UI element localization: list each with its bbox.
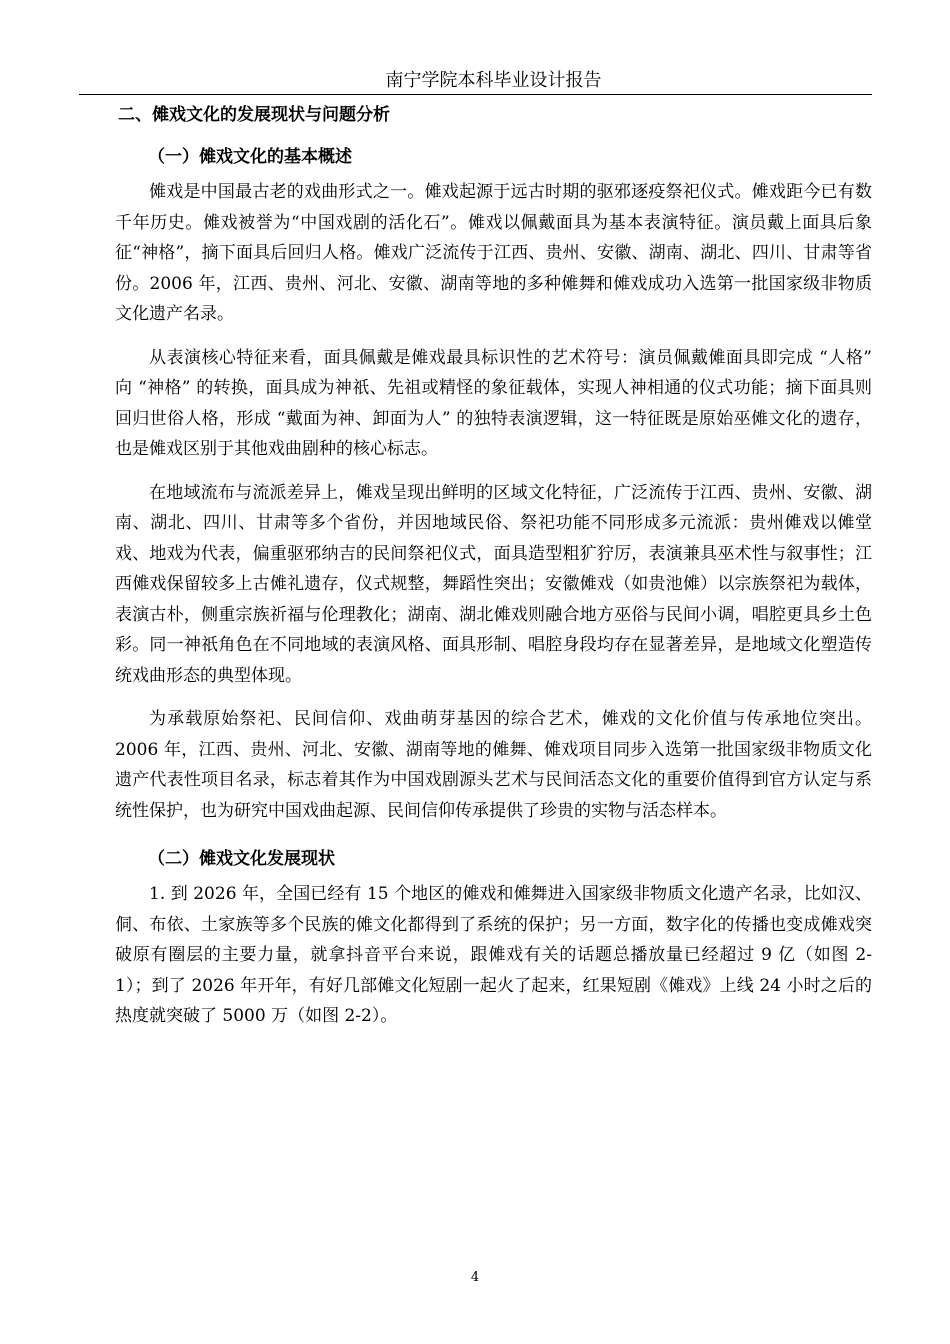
subsection-heading-2: （二）傩戏文化发展现状 [148, 849, 335, 869]
paragraph-3: 在地域流布与流派差异上，傩戏呈现出鲜明的区域文化特征，广泛流传于江西、贵州、安徽、湖南、湖北、四川、甘肃等多个省份，并因地域民俗、祭祀功能不同形成多元流派：贵州傩戏以傩堂戏、地戏为代表，偏重驱邪纳吉的民间祭祀仪式，面具造型粗犷狞厉，表演兼具巫术性与叙事性；江西傩戏保留较多上古傩礼遗存，仪式规整，舞蹈性突出；安徽傩戏（如贵池傩）以宗族祭祀为载体，表演古朴，侧重宗族祈福与伦理教化；湖南、湖北傩戏则融合地方巫俗与民间小调，唱腔更具乡土色彩。同一神祇角色在不同地域的表演风格、面具形制、唱腔身段均存在显著差异，是地域文化塑造传统戏曲形态的典型体现。 [115, 482, 872, 686]
paragraph-1: 傩戏是中国最古老的戏曲形式之一。傩戏起源于远古时期的驱邪逐疫祭祀仪式。傩戏距今已有数千年历史。傩戏被誉为“中国戏剧的活化石”。傩戏以佩戴面具为基本表演特征。演员戴上面具后象征“神格”，摘下面具后回归人格。傩戏广泛流传于江西、贵州、安徽、湖南、湖北、四川、甘肃等省份。2006 年，江西、贵州、河北、安徽、湖南等地的多种傩舞和傩戏成功入选第一批国家级非物质文化遗产名录。 [115, 182, 872, 324]
page-number: 4 [470, 1270, 480, 1285]
subsection-heading-1: （一）傩戏文化的基本概述 [148, 147, 352, 167]
paragraph-4: 为承载原始祭祀、民间信仰、戏曲萌芽基因的综合艺术，傩戏的文化价值与传承地位突出。2006 年，江西、贵州、河北、安徽、湖南等地的傩舞、傩戏项目同步入选第一批国家级非物质文化遗产代表性项目名录，标志着其作为中国戏剧源头艺术与民间活态文化的重要价值得到官方认定与系统性保护，也为研究中国戏曲起源、民间信仰传承提供了珍贵的实物与活态样本。 [115, 709, 872, 821]
running-header: 南宁学院本科毕业设计报告 [385, 70, 602, 91]
paragraph-2: 从表演核心特征来看，面具佩戴是傩戏最具标识性的艺术符号：演员佩戴傩面具即完成 “人格” 向 “神格” 的转换，面具成为神祇、先祖或精怪的象征载体，实现人神相通的仪式功能；摘下面具则回归世俗人格，形成 “戴面为神、卸面为人” 的独特表演逻辑，这一特征既是原始巫傩文化的遗存，也是傩戏区别于其他戏曲剧种的核心标志。 [115, 347, 872, 459]
header-rule [79, 94, 872, 95]
paragraph-5: 1. 到 2026 年，全国已经有 15 个地区的傩戏和傩舞进入国家级非物质文化遗产名录，比如汉、侗、布依、土家族等多个民族的傩文化都得到了系统的保护；另一方面，数字化的传播也变成傩戏突破原有圈层的主要力量，就拿抖音平台来说，跟傩戏有关的话题总播放量已经超过 9 亿（如图 2-1）；到了 2026 年开年，有好几部傩文化短剧一起火了起来，红果短剧《傩戏》上线 24 小时之后的热度就突破了 5000 万（如图 2-2）。 [115, 884, 872, 1026]
body-content [115, 102, 872, 1045]
section-heading: 二、傩戏文化的发展现状与问题分析 [118, 105, 390, 125]
